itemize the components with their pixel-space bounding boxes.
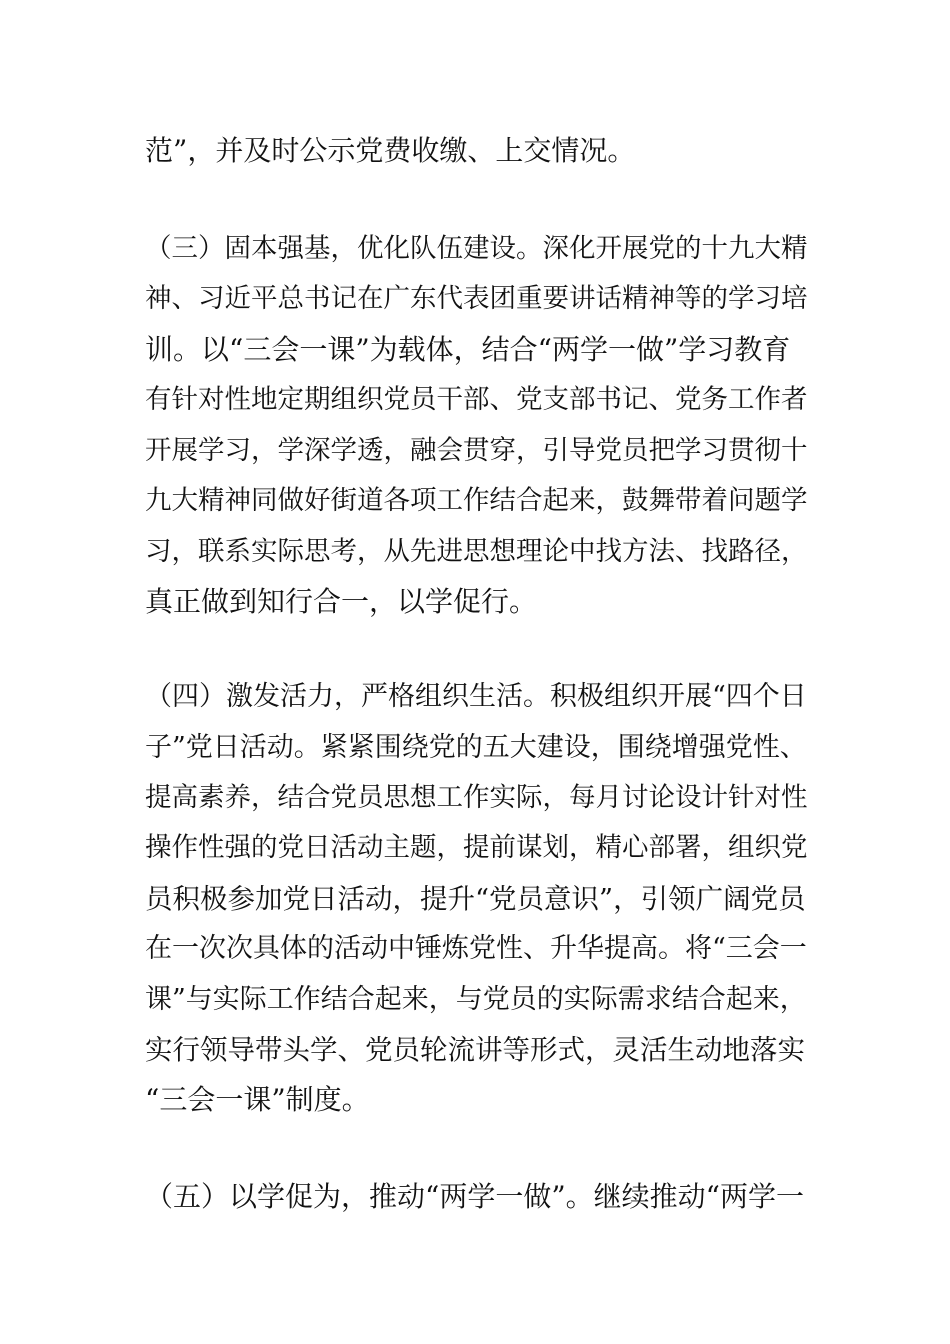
text-line: 神、习近平总书记在广东代表团重要讲话精神等的学习培 [145, 283, 808, 314]
text-line: 操作性强的党日活动主题，提前谋划，精心部署，组织党 [145, 832, 808, 863]
text-line: 范”，并及时公示党费收缴、上交情况。 [145, 134, 636, 167]
text-line: 提高素养，结合党员思想工作实际，每月讨论设计针对性 [145, 782, 808, 813]
text-line: （三）固本强基，优化队伍建设。深化开展党的十九大精 [145, 233, 808, 264]
text-line: 子”党日活动。紧紧围绕党的五大建设，围绕增强党性、 [145, 732, 807, 763]
text-line: “三会一课”制度。 [145, 1083, 370, 1116]
text-line: （四）激发活力，严格组织生活。积极组织开展“四个日 [145, 681, 807, 712]
text-line: 员积极参加党日活动，提升“党员意识”，引领广阔党员 [145, 883, 806, 915]
text-line: （五）以学促为，推动“两学一做”。继续推动“两学一 [145, 1180, 804, 1213]
text-line: 课”与实际工作结合起来，与党员的实际需求结合起来， [145, 984, 807, 1015]
text-line: 在一次次具体的活动中锤炼党性、升华提高。将“三会一 [145, 933, 807, 964]
text-line: 习，联系实际思考，从先进思想理论中找方法、找路径， [145, 536, 808, 567]
text-line: 实行领导带头学、党员轮流讲等形式，灵活生动地落实 [145, 1034, 805, 1066]
text-line: 真正做到知行合一，以学促行。 [145, 585, 538, 618]
text-line: 训。以“三会一课”为载体，结合“两学一做”学习教育 [145, 333, 791, 366]
text-line: 开展学习，学深学透，融会贯穿，引导党员把学习贯彻十 [145, 435, 808, 466]
text-line: 九大精神同做好街道各项工作结合起来，鼓舞带着问题学 [145, 485, 808, 516]
text-line: 有针对性地定期组织党员干部、党支部书记、党务工作者 [145, 384, 808, 415]
